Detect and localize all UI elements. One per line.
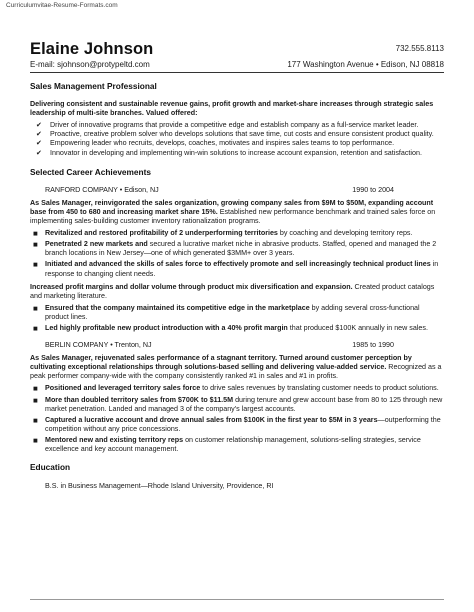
- resume-header: [30, 40, 444, 69]
- summary-intro: Delivering consistent and sustainable revenue gains, profit growth and market-share increases through strategic sales leadership of multi-site branches. Valued offered:: [30, 100, 434, 118]
- company-name: BERLIN COMPANY • Trenton, NJ: [45, 341, 152, 350]
- achievement-list: [30, 229, 444, 278]
- bullet-icon: ■: [33, 435, 38, 445]
- achievement-list: [30, 384, 444, 454]
- bullet-icon: ■: [33, 384, 38, 394]
- contact-row: [30, 60, 444, 69]
- job-dates: 1990 to 2004: [352, 185, 394, 194]
- street-address: 177 Washington Avenue • Edison, NJ 08818: [287, 60, 444, 69]
- education-title: Education: [30, 462, 71, 473]
- achievement-item: ■ Captured a lucrative account and drove annual sales from $100K in the first year to $5M in 3 years—outperforming the competition without any price concessions.: [33, 415, 441, 433]
- bullet-icon: ■: [33, 395, 38, 405]
- achievement-item: ■ Ensured that the company maintained its competitive edge in the marketplace by adding several cross-functional product lines.: [33, 303, 420, 321]
- value-item: ✔ Driver of innovative programs that provide a competitive edge and establish company as a full-service market leader.: [36, 121, 419, 130]
- header-divider: [30, 72, 444, 73]
- achievement-item: ■ Positioned and leveraged territory sales force to drive sales revenues by translating customer needs to product solutions.: [33, 384, 439, 394]
- education-degree: B.S. in Business Management—Rhode Island University, Providence, RI: [45, 482, 274, 491]
- footer-divider: [30, 599, 444, 600]
- watermark: Curriculumvitae-Resume-Formats.com: [6, 2, 118, 9]
- company-name: RANFORD COMPANY • Edison, NJ: [45, 185, 159, 194]
- achievement-list: [30, 304, 444, 333]
- bullet-icon: ■: [33, 240, 38, 250]
- achievement-item: ■ More than doubled territory sales from $700K to $11.5M during tenure and grew account base from 80 to 125 through new market penetration. Landed and managed 3 of the company's largest accounts.: [33, 395, 443, 413]
- job-paragraph: Increased profit margins and dollar volume through product mix diversification and expansion. Created product catalogs and marketing literature.: [30, 282, 435, 300]
- bullet-icon: ■: [33, 260, 38, 270]
- checkmark-icon: ✔: [36, 131, 42, 139]
- achievement-item: ■ Penetrated 2 new markets and secured a lucrative market niche in abrasive products. Staffed, opened and managed the 2 branch locations in New Jersey—one of which generated $3MM+ over 3 years.: [33, 240, 437, 258]
- achievements-title: Selected Career Achievements: [30, 166, 151, 177]
- job-header: [45, 341, 394, 350]
- email-address: E-mail: sjohnson@protypeltd.com: [30, 60, 150, 69]
- resume-body: [30, 82, 444, 491]
- bullet-icon: ■: [33, 229, 38, 239]
- job-paragraph: As Sales Manager, reinvigorated the sales organization, growing company sales from $9M to $50M, expanding account base from 450 to 680 and increasing market share 15%. Established new performance benchmark and trained sales force on implementing sales-building customer inventory rationalization programs.: [30, 198, 436, 226]
- achievement-item: ■ Revitalized and restored profitability of 2 underperforming territories by coaching and developing territory reps.: [33, 229, 413, 239]
- value-item: ✔ Proactive, creative problem solver who develops solutions that save time, cut costs and ensure consistent product quality.: [36, 130, 434, 139]
- value-item: ✔ Innovator in developing and implementing win-win solutions to increase account expansion, retention and satisfaction.: [36, 148, 422, 157]
- summary-title: Sales Management Professional: [30, 81, 157, 91]
- job-dates: 1985 to 1990: [352, 341, 394, 350]
- bullet-icon: ■: [33, 323, 38, 333]
- phone-number: 732.555.8113: [395, 44, 444, 53]
- job-header: [45, 186, 394, 195]
- candidate-name: Elaine Johnson: [30, 40, 154, 58]
- achievement-item: ■ Led highly profitable new product introduction with a 40% profit margin that produced $100K annually in new sales.: [33, 323, 428, 333]
- achievement-item: ■ Mentored new and existing territory reps on customer relationship management, solutions-selling strategies, service excellence and key account management.: [33, 435, 421, 453]
- achievement-item: ■ Initiated and advanced the skills of sales force to effectively promote and sell increasingly technical product lines in response to changing client needs.: [33, 260, 439, 278]
- checkmark-icon: ✔: [36, 140, 42, 148]
- value-item: ✔ Empowering leader who recruits, develops, coaches, motivates and inspires sales teams to top performance.: [36, 139, 395, 148]
- value-list: [30, 121, 444, 157]
- checkmark-icon: ✔: [36, 122, 42, 130]
- checkmark-icon: ✔: [36, 149, 42, 157]
- bullet-icon: ■: [33, 415, 38, 425]
- job-paragraph: As Sales Manager, rejuvenated sales performance of a stagnant territory. Turned around customer perception by cultivating exceptional relationships through solutions-based selling and delivering value-added service. Recognized as a peak performer company-wide with the company consistently ranked #1 in sales and #1 in profits.: [30, 354, 442, 381]
- bullet-icon: ■: [33, 303, 38, 313]
